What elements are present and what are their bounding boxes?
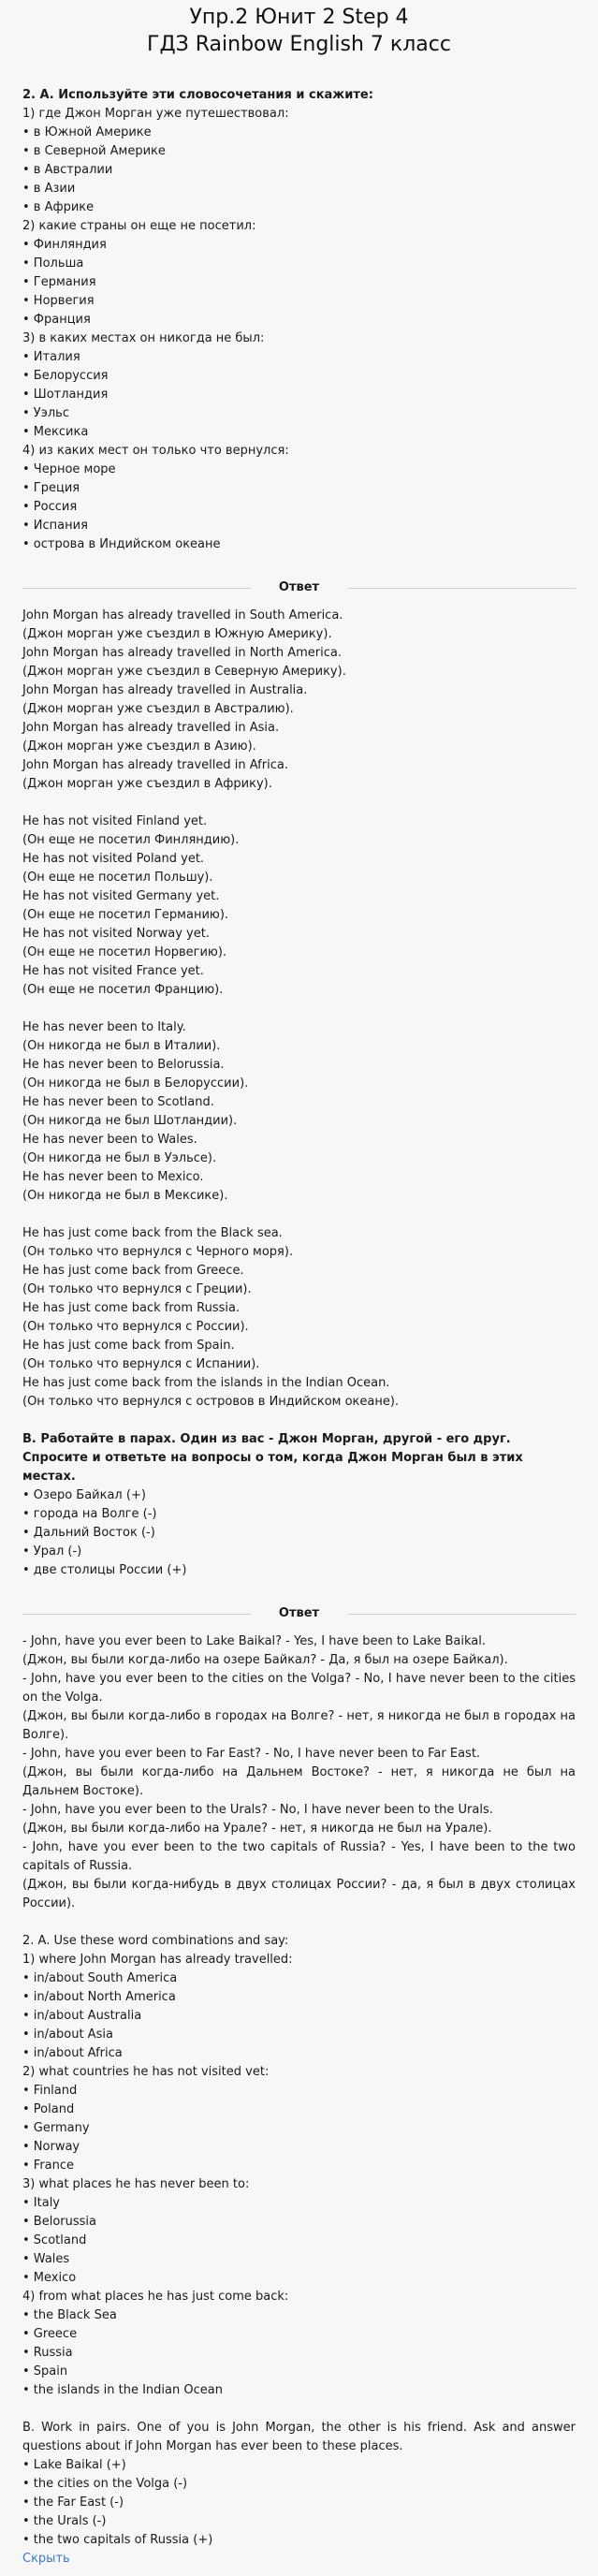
list-item: • две столицы России (+) xyxy=(22,1563,187,1577)
answer-line: (Он только что вернулся с Греции). xyxy=(22,1282,252,1296)
list-item: • в Азии xyxy=(22,182,76,196)
list-item: • in/about North America xyxy=(22,1990,176,2004)
list-item: • города на Волге (-) xyxy=(22,1507,157,1521)
list-item: • в Африке xyxy=(22,200,95,214)
answer-line: (Он еще не посетил Польшу). xyxy=(22,871,213,885)
list-item: • Scotland xyxy=(22,2233,87,2247)
answer-line: (Он только что вернулся с Черного моря). xyxy=(22,1245,294,1259)
answer-line: (Он только что вернулся с Испании). xyxy=(22,1357,260,1371)
answer-line: (Он никогда не был Шотландии). xyxy=(22,1114,238,1128)
list-item: • острова в Индийском океане xyxy=(22,537,221,551)
answer-line: - John, have you ever been to the two capitals of Russia? - Yes, I have been to the two capitals of Russia. xyxy=(22,1840,576,1873)
list-item: • Spain xyxy=(22,2364,68,2378)
divider-rule xyxy=(22,1614,251,1615)
title-line-1: Упр.2 Юнит 2 Step 4 xyxy=(189,6,409,29)
answer-line: He has not visited Germany yet. xyxy=(22,889,220,903)
list-item: • в Южной Америке xyxy=(22,125,152,139)
answer-line: (Он никогда не был в Белоруссии). xyxy=(22,1076,249,1090)
answer-line: He has never been to Italy. xyxy=(22,1020,186,1034)
list-item: • the islands in the Indian Ocean xyxy=(22,2383,223,2397)
answer-line: He has just come back from Spain. xyxy=(22,1339,235,1353)
list-item: • в Северной Америке xyxy=(22,144,166,158)
answer-line: (Он только что вернулся с островов в Индийском океане). xyxy=(22,1395,400,1409)
list-item: • Германия xyxy=(22,275,96,289)
task-b-heading: B. Работайте в парах. Один из вас - Джон Морган, другой - его друг. Спросите и ответьте на вопросы о том, когда Джон Морган был в этих местах. xyxy=(22,1432,523,1484)
list-item: • Germany xyxy=(22,2121,90,2135)
answer-line: He has not visited Poland yet. xyxy=(22,852,205,866)
list-item: • Norway xyxy=(22,2140,80,2154)
task-a-heading: 2. A. Используйте эти словосочетания и скажите: xyxy=(22,88,373,102)
list-item: • Норвегия xyxy=(22,294,95,308)
answer-line: (Джон, вы были когда-либо на озере Байкал? - Да, я был на озере Байкал). xyxy=(22,1653,508,1667)
answer-line: - John, have you ever been to the Urals? - No, I have never been to the Urals. xyxy=(22,1803,493,1817)
list-item: • Greece xyxy=(22,2327,78,2341)
answer-b xyxy=(22,1632,576,1913)
list-item: • Дальний Восток (-) xyxy=(22,1526,155,1540)
list-item: • the Urals (-) xyxy=(22,2514,107,2528)
list-item: • Уэльс xyxy=(22,406,69,420)
list-item: • the Far East (-) xyxy=(22,2496,124,2510)
answer-line: He has just come back from the Black sea. xyxy=(22,1226,283,1240)
list-item: • the cities on the Volga (-) xyxy=(22,2477,188,2491)
task-a-list xyxy=(22,105,576,554)
list-item: 1) where John Morgan has already travelled: xyxy=(22,1953,293,1967)
list-item: • Russia xyxy=(22,2346,73,2360)
list-item: • Польша xyxy=(22,256,84,271)
list-item: 4) из каких мест он только что вернулся: xyxy=(22,444,289,458)
list-item: • в Австралии xyxy=(22,163,113,177)
list-item: • Италия xyxy=(22,350,80,364)
hide-link[interactable]: Скрыть xyxy=(22,2552,70,2566)
answer-line: John Morgan has already travelled in South America. xyxy=(22,608,343,622)
answer-line: (Джон морган уже съездил в Азию). xyxy=(22,739,256,754)
answer-line: He has not visited Norway yet. xyxy=(22,927,210,941)
page xyxy=(22,0,576,2576)
answer-label: Ответ xyxy=(278,580,320,594)
task-b xyxy=(22,1430,576,1580)
title-line-2: ГДЗ Rainbow English 7 класс xyxy=(147,33,451,56)
answer-line: (Он никогда не был в Италии). xyxy=(22,1039,221,1053)
english-task-b-heading: B. Work in pairs. One of you is John Morgan, the other is his friend. Ask and answer questions about if John Morgan has ever been to these places. xyxy=(22,2421,576,2453)
list-item: 4) from what places he has just come back: xyxy=(22,2290,289,2304)
list-item: • Черное море xyxy=(22,462,116,476)
list-item: • Франция xyxy=(22,313,91,327)
answer-line: - John, have you ever been to Far East? - No, I have never been to Far East. xyxy=(22,1747,481,1761)
answer-line: He has not visited Finland yet. xyxy=(22,814,208,828)
list-item: • Мексика xyxy=(22,425,89,439)
answer-line: He has just come back from Greece. xyxy=(22,1264,244,1278)
list-item: • Россия xyxy=(22,500,78,514)
page-title xyxy=(22,4,576,58)
answer-line: (Он еще не посетил Финляндию). xyxy=(22,833,240,847)
answer-line: (Он еще не посетил Францию). xyxy=(22,983,224,997)
list-item: • in/about Africa xyxy=(22,2046,123,2060)
answer-line: (Он еще не посетил Германию). xyxy=(22,908,229,922)
divider-rule xyxy=(347,1614,576,1615)
answer-divider-b xyxy=(22,1604,576,1623)
answer-line: (Джон морган уже съездил в Южную Америку). xyxy=(22,627,332,641)
answer-line: (Джон, вы были когда-либо в городах на Волге? - нет, я никогда не был в городах на Волге). xyxy=(22,1709,576,1742)
answer-line: He has never been to Belorussia. xyxy=(22,1058,225,1072)
answer-line: John Morgan has already travelled in North America. xyxy=(22,646,343,660)
list-item: • in/about Asia xyxy=(22,2027,113,2042)
divider-rule xyxy=(22,588,251,589)
list-item: • Mexico xyxy=(22,2271,77,2285)
answer-line: He has not visited France yet. xyxy=(22,964,204,978)
answer-line: - John, have you ever been to the cities on the Volga? - No, I have never been to the cities on the Volga. xyxy=(22,1672,576,1705)
list-item: • in/about South America xyxy=(22,1971,178,1985)
answer-line: John Morgan has already travelled in Australia. xyxy=(22,683,308,697)
list-item: • the two capitals of Russia (+) xyxy=(22,2533,213,2547)
answer-line: (Джон, вы были когда-либо на Урале? - нет, я никогда не был на Урале). xyxy=(22,1822,492,1836)
list-item: 1) где Джон Морган уже путешествовал: xyxy=(22,107,289,121)
answer-line: (Джон морган уже съездил в Австралию). xyxy=(22,702,294,716)
list-item: • Wales xyxy=(22,2252,70,2266)
list-item: • Шотландия xyxy=(22,388,109,402)
answer-line: (Он никогда не был в Мексике). xyxy=(22,1189,228,1203)
answer-label: Ответ xyxy=(278,1606,320,1620)
answer-line: John Morgan has already travelled in Africa. xyxy=(22,758,288,772)
english-task-a-heading: 2. A. Use these word combinations and say: xyxy=(22,1934,289,1948)
list-item: 3) в каких местах он никогда не был: xyxy=(22,331,265,345)
list-item: • in/about Australia xyxy=(22,2009,142,2023)
list-item: • France xyxy=(22,2159,75,2173)
list-item: 3) what places he has never been to: xyxy=(22,2177,250,2191)
list-item: • Lake Baikal (+) xyxy=(22,2458,126,2472)
answer-line: He has never been to Wales. xyxy=(22,1133,197,1147)
answer-line: (Джон морган уже съездил в Африку). xyxy=(22,777,272,791)
answer-line: John Morgan has already travelled in Asia. xyxy=(22,721,280,735)
english-task-a xyxy=(22,1932,576,2400)
answer-line: He has just come back from the islands in the Indian Ocean. xyxy=(22,1376,390,1390)
answer-a xyxy=(22,607,576,1412)
answer-divider-a xyxy=(22,578,576,597)
answer-line: (Джон морган уже съездил в Северную Америку). xyxy=(22,665,346,679)
list-item: • Italy xyxy=(22,2196,61,2210)
answer-line: He has never been to Scotland. xyxy=(22,1095,214,1109)
divider-rule xyxy=(347,588,576,589)
list-item: • Урал (-) xyxy=(22,1544,82,1559)
task-a xyxy=(22,86,576,554)
list-item: 2) какие страны он еще не посетил: xyxy=(22,219,256,233)
list-item: • Греция xyxy=(22,481,80,495)
answer-line: He has just come back from Russia. xyxy=(22,1301,241,1315)
list-item: • Финляндия xyxy=(22,238,107,252)
answer-line: (Он только что вернулся с России). xyxy=(22,1320,249,1334)
list-item: • Belorussia xyxy=(22,2215,96,2229)
list-item: • Испания xyxy=(22,519,88,533)
answer-line: He has never been to Mexico. xyxy=(22,1170,204,1184)
answer-line: (Он еще не посетил Норвегию). xyxy=(22,945,227,959)
task-b-list xyxy=(22,1486,576,1580)
english-task-a-list xyxy=(22,1951,576,2400)
list-item: • Finland xyxy=(22,2084,78,2098)
answer-line: (Джон, вы были когда-нибудь в двух столицах России? - да, я был в двух столицах России). xyxy=(22,1878,576,1910)
list-item: • Poland xyxy=(22,2102,75,2116)
answer-line: - John, have you ever been to Lake Baikal? - Yes, I have been to Lake Baikal. xyxy=(22,1634,486,1648)
answer-line: (Он никогда не был в Уэльсе). xyxy=(22,1151,217,1165)
english-task-b-list xyxy=(22,2456,576,2550)
list-item: • Озеро Байкал (+) xyxy=(22,1488,146,1502)
list-item: • the Black Sea xyxy=(22,2308,117,2322)
list-item: • Белоруссия xyxy=(22,369,109,383)
list-item: 2) what countries he has not visited vet: xyxy=(22,2065,270,2079)
answer-line: (Джон, вы были когда-либо на Дальнем Востоке? - нет, я никогда не был на Дальнем Востоке). xyxy=(22,1765,576,1798)
english-task-b xyxy=(22,2419,576,2550)
